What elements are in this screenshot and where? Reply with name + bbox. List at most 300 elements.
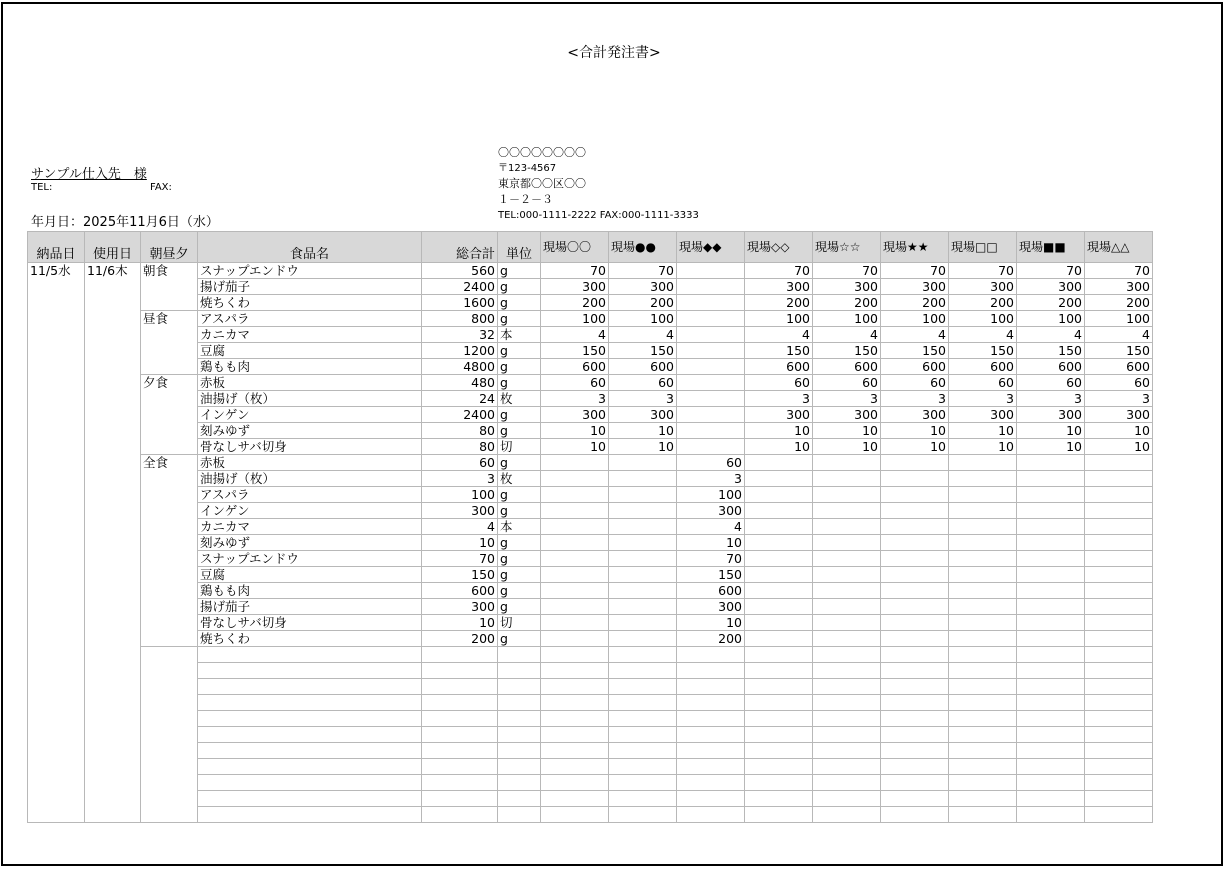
site-qty-cell: 300: [677, 599, 745, 615]
site-qty-cell: [677, 743, 745, 759]
site-qty-cell: [745, 663, 813, 679]
site-qty-cell: [745, 727, 813, 743]
sender-block: [498, 145, 699, 224]
table-row: [28, 311, 1153, 327]
supplier-tel: TEL:: [31, 182, 53, 193]
site-qty-cell: [813, 503, 881, 519]
food-name-cell: 鶏もも肉: [198, 583, 422, 599]
site-qty-cell: [1017, 599, 1085, 615]
site-qty-cell: 300: [745, 407, 813, 423]
unit-cell: g: [498, 487, 541, 503]
unit-cell: g: [498, 455, 541, 471]
site-qty-cell: [677, 423, 745, 439]
site-qty-cell: [609, 567, 677, 583]
food-name-cell: [198, 663, 422, 679]
table-row: [28, 455, 1153, 471]
site-qty-cell: [949, 599, 1017, 615]
total-cell: [422, 743, 498, 759]
header-delivery-date: 納品日: [28, 232, 85, 263]
food-name-cell: 油揚げ（枚）: [198, 391, 422, 407]
site-qty-cell: [1017, 743, 1085, 759]
site-qty-cell: 70: [881, 263, 949, 279]
site-qty-cell: 300: [949, 279, 1017, 295]
total-cell: [422, 775, 498, 791]
site-qty-cell: [813, 567, 881, 583]
food-name-cell: [198, 711, 422, 727]
site-qty-cell: [745, 743, 813, 759]
header-food-name: 食品名: [198, 232, 422, 263]
site-qty-cell: [609, 727, 677, 743]
site-qty-cell: [1017, 471, 1085, 487]
site-qty-cell: [1017, 759, 1085, 775]
total-cell: 100: [422, 487, 498, 503]
header-site: 現場◇◇: [745, 232, 813, 263]
food-name-cell: 焼ちくわ: [198, 631, 422, 647]
site-qty-cell: 10: [1017, 439, 1085, 455]
site-qty-cell: 150: [609, 343, 677, 359]
unit-cell: g: [498, 631, 541, 647]
order-table: [27, 231, 1153, 823]
site-qty-cell: [1017, 695, 1085, 711]
header-site: 現場★★: [881, 232, 949, 263]
site-qty-cell: [881, 535, 949, 551]
site-qty-cell: [541, 599, 609, 615]
site-qty-cell: 100: [745, 311, 813, 327]
total-cell: 4800: [422, 359, 498, 375]
site-qty-cell: [813, 647, 881, 663]
site-qty-cell: 60: [949, 375, 1017, 391]
food-name-cell: [198, 727, 422, 743]
site-qty-cell: 10: [1085, 439, 1153, 455]
site-qty-cell: 150: [541, 343, 609, 359]
site-qty-cell: [745, 487, 813, 503]
site-qty-cell: [813, 535, 881, 551]
unit-cell: g: [498, 263, 541, 279]
table-body: [28, 263, 1153, 823]
site-qty-cell: [609, 807, 677, 823]
site-qty-cell: [609, 599, 677, 615]
site-qty-cell: [1017, 487, 1085, 503]
site-qty-cell: [1017, 631, 1085, 647]
site-qty-cell: [541, 647, 609, 663]
site-qty-cell: [813, 759, 881, 775]
site-qty-cell: [949, 807, 1017, 823]
site-qty-cell: 10: [949, 423, 1017, 439]
site-qty-cell: [881, 503, 949, 519]
site-qty-cell: [1017, 775, 1085, 791]
header-meal: 朝昼夕: [141, 232, 198, 263]
site-qty-cell: [813, 679, 881, 695]
site-qty-cell: [745, 775, 813, 791]
site-qty-cell: [541, 727, 609, 743]
site-qty-cell: [881, 775, 949, 791]
site-qty-cell: [677, 407, 745, 423]
unit-cell: g: [498, 551, 541, 567]
site-qty-cell: 10: [541, 423, 609, 439]
site-qty-cell: [1017, 567, 1085, 583]
total-cell: 600: [422, 583, 498, 599]
site-qty-cell: [949, 535, 1017, 551]
sender-address2: １－２－３: [498, 193, 553, 207]
site-qty-cell: 60: [677, 455, 745, 471]
site-qty-cell: [881, 679, 949, 695]
site-qty-cell: [541, 567, 609, 583]
site-qty-cell: [813, 631, 881, 647]
site-qty-cell: [609, 471, 677, 487]
food-name-cell: 豆腐: [198, 567, 422, 583]
site-qty-cell: 4: [949, 327, 1017, 343]
site-qty-cell: [609, 775, 677, 791]
total-cell: [422, 791, 498, 807]
site-qty-cell: [881, 647, 949, 663]
site-qty-cell: 3: [1017, 391, 1085, 407]
site-qty-cell: [1085, 487, 1153, 503]
unit-cell: 切: [498, 615, 541, 631]
unit-cell: [498, 743, 541, 759]
food-name-cell: [198, 695, 422, 711]
site-qty-cell: 60: [881, 375, 949, 391]
site-qty-cell: 600: [881, 359, 949, 375]
unit-cell: g: [498, 295, 541, 311]
total-cell: 24: [422, 391, 498, 407]
site-qty-cell: [813, 519, 881, 535]
site-qty-cell: [541, 471, 609, 487]
site-qty-cell: 200: [677, 631, 745, 647]
site-qty-cell: [1017, 647, 1085, 663]
site-qty-cell: 300: [1085, 279, 1153, 295]
header-row: [28, 232, 1153, 263]
site-qty-cell: [745, 647, 813, 663]
site-qty-cell: [1085, 663, 1153, 679]
site-qty-cell: [745, 551, 813, 567]
site-qty-cell: [881, 551, 949, 567]
unit-cell: 本: [498, 327, 541, 343]
site-qty-cell: 10: [949, 439, 1017, 455]
food-name-cell: 鶏もも肉: [198, 359, 422, 375]
header-use-date: 使用日: [85, 232, 141, 263]
unit-cell: [498, 711, 541, 727]
meal-cell: 昼食: [141, 311, 198, 375]
unit-cell: g: [498, 423, 541, 439]
site-qty-cell: [949, 503, 1017, 519]
site-qty-cell: [949, 759, 1017, 775]
table-row: [28, 647, 1153, 663]
site-qty-cell: [813, 551, 881, 567]
site-qty-cell: [1085, 599, 1153, 615]
total-cell: [422, 807, 498, 823]
site-qty-cell: [881, 695, 949, 711]
food-name-cell: スナップエンドウ: [198, 263, 422, 279]
total-cell: 800: [422, 311, 498, 327]
site-qty-cell: [609, 487, 677, 503]
site-qty-cell: [609, 503, 677, 519]
site-qty-cell: 150: [881, 343, 949, 359]
header-site: 現場△△: [1085, 232, 1153, 263]
site-qty-cell: 100: [609, 311, 677, 327]
site-qty-cell: [1017, 663, 1085, 679]
site-qty-cell: [745, 583, 813, 599]
site-qty-cell: [813, 663, 881, 679]
site-qty-cell: 10: [745, 423, 813, 439]
site-qty-cell: [677, 375, 745, 391]
site-qty-cell: 200: [609, 295, 677, 311]
meal-cell: 朝食: [141, 263, 198, 311]
site-qty-cell: [881, 807, 949, 823]
site-qty-cell: 4: [541, 327, 609, 343]
site-qty-cell: [881, 455, 949, 471]
site-qty-cell: [745, 503, 813, 519]
site-qty-cell: 70: [745, 263, 813, 279]
site-qty-cell: 10: [541, 439, 609, 455]
supplier-name: サンプル仕入先 様: [31, 167, 147, 182]
site-qty-cell: 60: [541, 375, 609, 391]
unit-cell: g: [498, 599, 541, 615]
site-qty-cell: 600: [677, 583, 745, 599]
site-qty-cell: 60: [813, 375, 881, 391]
site-qty-cell: 300: [609, 407, 677, 423]
food-name-cell: [198, 759, 422, 775]
site-qty-cell: [541, 759, 609, 775]
site-qty-cell: [1017, 503, 1085, 519]
site-qty-cell: 200: [541, 295, 609, 311]
food-name-cell: [198, 647, 422, 663]
unit-cell: g: [498, 567, 541, 583]
food-name-cell: 油揚げ（枚）: [198, 471, 422, 487]
site-qty-cell: [541, 679, 609, 695]
site-qty-cell: 3: [609, 391, 677, 407]
sender-contact: TEL:000-1111-2222 FAX:000-1111-3333: [498, 209, 699, 221]
site-qty-cell: [541, 551, 609, 567]
site-qty-cell: [949, 487, 1017, 503]
site-qty-cell: 70: [949, 263, 1017, 279]
site-qty-cell: [609, 551, 677, 567]
unit-cell: g: [498, 279, 541, 295]
unit-cell: [498, 775, 541, 791]
site-qty-cell: 10: [609, 423, 677, 439]
site-qty-cell: [677, 807, 745, 823]
site-qty-cell: 3: [813, 391, 881, 407]
site-qty-cell: 150: [949, 343, 1017, 359]
site-qty-cell: 300: [813, 407, 881, 423]
site-qty-cell: [1085, 551, 1153, 567]
site-qty-cell: [1017, 679, 1085, 695]
site-qty-cell: [1085, 791, 1153, 807]
site-qty-cell: [609, 679, 677, 695]
site-qty-cell: [881, 727, 949, 743]
site-qty-cell: [813, 743, 881, 759]
site-qty-cell: 3: [677, 471, 745, 487]
site-qty-cell: [949, 743, 1017, 759]
site-qty-cell: 200: [813, 295, 881, 311]
site-qty-cell: [881, 711, 949, 727]
site-qty-cell: 10: [813, 423, 881, 439]
site-qty-cell: [609, 535, 677, 551]
site-qty-cell: [677, 279, 745, 295]
site-qty-cell: [541, 663, 609, 679]
total-cell: [422, 679, 498, 695]
site-qty-cell: [881, 743, 949, 759]
unit-cell: g: [498, 583, 541, 599]
site-qty-cell: 600: [1085, 359, 1153, 375]
site-qty-cell: [745, 535, 813, 551]
site-qty-cell: 150: [813, 343, 881, 359]
site-qty-cell: [541, 615, 609, 631]
unit-cell: 切: [498, 439, 541, 455]
site-qty-cell: [541, 631, 609, 647]
unit-cell: g: [498, 535, 541, 551]
site-qty-cell: 300: [609, 279, 677, 295]
site-qty-cell: [949, 775, 1017, 791]
site-qty-cell: [949, 567, 1017, 583]
site-qty-cell: [745, 807, 813, 823]
site-qty-cell: [881, 599, 949, 615]
unit-cell: [498, 727, 541, 743]
meal-cell: 夕食: [141, 375, 198, 455]
site-qty-cell: 600: [813, 359, 881, 375]
site-qty-cell: 10: [813, 439, 881, 455]
site-qty-cell: [1085, 583, 1153, 599]
site-qty-cell: [541, 775, 609, 791]
site-qty-cell: [813, 791, 881, 807]
site-qty-cell: 4: [745, 327, 813, 343]
site-qty-cell: [745, 567, 813, 583]
site-qty-cell: [745, 679, 813, 695]
site-qty-cell: 200: [881, 295, 949, 311]
site-qty-cell: 60: [1017, 375, 1085, 391]
header-unit: 単位: [498, 232, 541, 263]
site-qty-cell: [1085, 471, 1153, 487]
site-qty-cell: [609, 695, 677, 711]
site-qty-cell: [745, 599, 813, 615]
site-qty-cell: [1085, 503, 1153, 519]
unit-cell: g: [498, 375, 541, 391]
food-name-cell: 豆腐: [198, 343, 422, 359]
site-qty-cell: [1017, 535, 1085, 551]
total-cell: 80: [422, 439, 498, 455]
site-qty-cell: [677, 343, 745, 359]
unit-cell: [498, 663, 541, 679]
site-qty-cell: [541, 535, 609, 551]
unit-cell: g: [498, 311, 541, 327]
site-qty-cell: 70: [677, 551, 745, 567]
food-name-cell: [198, 679, 422, 695]
food-name-cell: 刻みゆず: [198, 535, 422, 551]
site-qty-cell: 300: [677, 503, 745, 519]
food-name-cell: [198, 775, 422, 791]
site-qty-cell: 60: [609, 375, 677, 391]
site-qty-cell: [677, 759, 745, 775]
total-cell: 10: [422, 615, 498, 631]
site-qty-cell: 100: [949, 311, 1017, 327]
site-qty-cell: [541, 583, 609, 599]
total-cell: 70: [422, 551, 498, 567]
site-qty-cell: [541, 519, 609, 535]
unit-cell: [498, 679, 541, 695]
site-qty-cell: 4: [1017, 327, 1085, 343]
site-qty-cell: [881, 631, 949, 647]
site-qty-cell: [881, 471, 949, 487]
site-qty-cell: [813, 471, 881, 487]
header-site: 現場□□: [949, 232, 1017, 263]
total-cell: 300: [422, 599, 498, 615]
site-qty-cell: 100: [881, 311, 949, 327]
total-cell: 60: [422, 455, 498, 471]
site-qty-cell: 4: [881, 327, 949, 343]
site-qty-cell: [677, 647, 745, 663]
site-qty-cell: 200: [1085, 295, 1153, 311]
site-qty-cell: [813, 599, 881, 615]
site-qty-cell: [745, 711, 813, 727]
food-name-cell: 刻みゆず: [198, 423, 422, 439]
site-qty-cell: [677, 679, 745, 695]
site-qty-cell: 100: [1017, 311, 1085, 327]
site-qty-cell: [949, 615, 1017, 631]
site-qty-cell: 150: [677, 567, 745, 583]
site-qty-cell: 300: [813, 279, 881, 295]
site-qty-cell: [813, 583, 881, 599]
site-qty-cell: [1085, 711, 1153, 727]
site-qty-cell: 200: [949, 295, 1017, 311]
site-qty-cell: [677, 359, 745, 375]
site-qty-cell: [881, 615, 949, 631]
site-qty-cell: 3: [949, 391, 1017, 407]
site-qty-cell: [1017, 615, 1085, 631]
site-qty-cell: 10: [745, 439, 813, 455]
site-qty-cell: [813, 487, 881, 503]
site-qty-cell: [1085, 535, 1153, 551]
total-cell: 32: [422, 327, 498, 343]
site-qty-cell: [541, 455, 609, 471]
site-qty-cell: 3: [1085, 391, 1153, 407]
site-qty-cell: 100: [1085, 311, 1153, 327]
site-qty-cell: [677, 791, 745, 807]
supplier-fax: FAX:: [150, 182, 172, 193]
total-cell: 480: [422, 375, 498, 391]
site-qty-cell: [677, 727, 745, 743]
site-qty-cell: [949, 583, 1017, 599]
site-qty-cell: [677, 311, 745, 327]
site-qty-cell: 10: [609, 439, 677, 455]
total-cell: 2400: [422, 279, 498, 295]
food-name-cell: インゲン: [198, 503, 422, 519]
site-qty-cell: [745, 471, 813, 487]
site-qty-cell: [541, 743, 609, 759]
site-qty-cell: [949, 647, 1017, 663]
site-qty-cell: [677, 663, 745, 679]
site-qty-cell: [813, 727, 881, 743]
site-qty-cell: [1085, 455, 1153, 471]
total-cell: 2400: [422, 407, 498, 423]
site-qty-cell: 4: [609, 327, 677, 343]
site-qty-cell: [1085, 631, 1153, 647]
site-qty-cell: 200: [745, 295, 813, 311]
table-row: [28, 375, 1153, 391]
food-name-cell: インゲン: [198, 407, 422, 423]
total-cell: 80: [422, 423, 498, 439]
food-name-cell: カニカマ: [198, 519, 422, 535]
food-name-cell: [198, 791, 422, 807]
site-qty-cell: [609, 647, 677, 663]
total-cell: [422, 695, 498, 711]
site-qty-cell: [949, 455, 1017, 471]
site-qty-cell: 300: [1017, 279, 1085, 295]
site-qty-cell: [1085, 775, 1153, 791]
site-qty-cell: [1017, 711, 1085, 727]
meal-cell: 全食: [141, 455, 198, 647]
site-qty-cell: 300: [1085, 407, 1153, 423]
site-qty-cell: 100: [677, 487, 745, 503]
total-cell: [422, 727, 498, 743]
